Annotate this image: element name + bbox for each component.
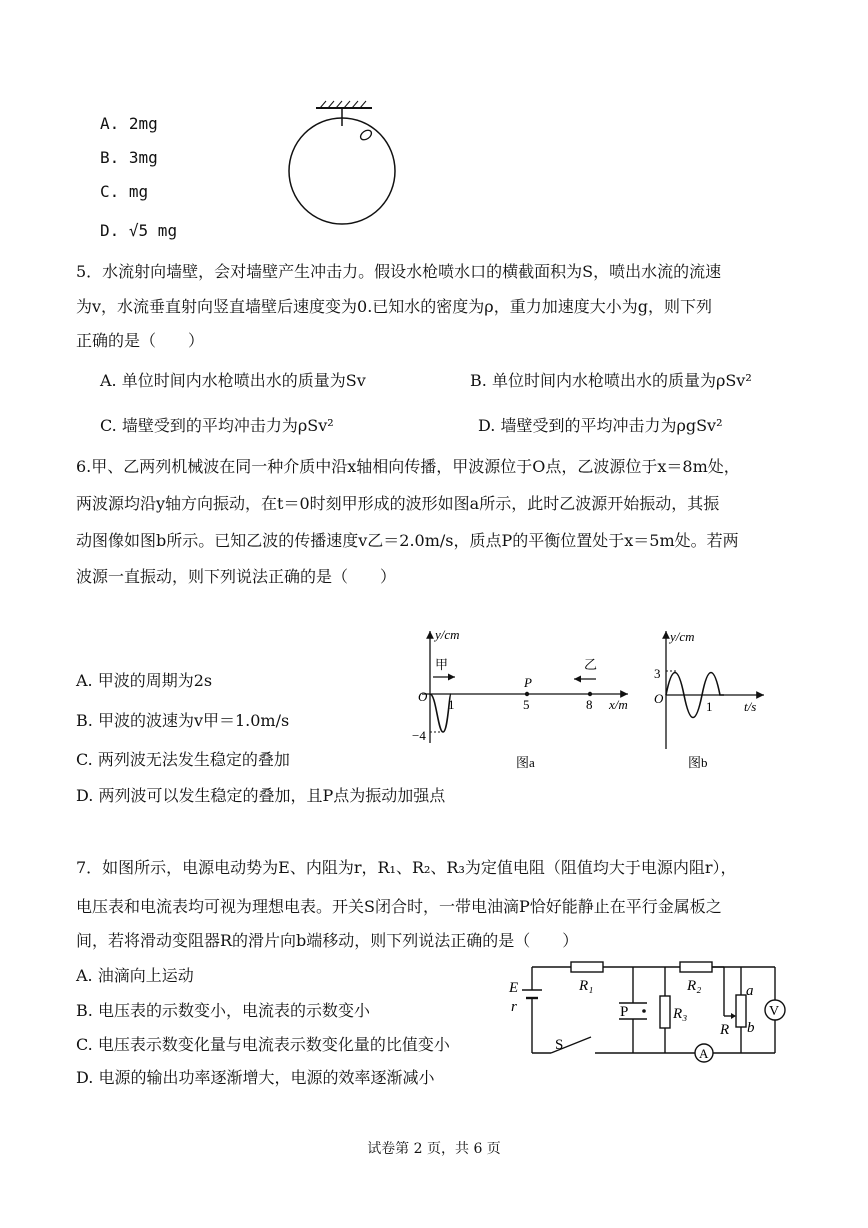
circuit-label-a: a bbox=[746, 983, 754, 999]
circuit-label-r3: R₃ bbox=[673, 1006, 688, 1022]
circuit-label-p: P bbox=[620, 1004, 629, 1020]
fig-b-caption: 图b bbox=[688, 755, 708, 770]
fig-a-tick-8: 8 bbox=[586, 697, 593, 712]
q4-option-a: A. 2mg bbox=[100, 114, 158, 133]
fig-a-point-p: P bbox=[524, 675, 532, 690]
q7-stem-line-1: 7．如图所示，电源电动势为E、内阻为r，R₁、R₂、R₃为定值电阻（阻值均大于电源内阻r）， bbox=[76, 858, 737, 877]
q5-stem-line-3: 正确的是（ ） bbox=[76, 331, 205, 350]
fig-a-wave-jia: 甲 bbox=[435, 657, 449, 672]
q4-option-d: D. √5 mg bbox=[100, 221, 178, 240]
q4-option-b: B. 3mg bbox=[100, 148, 158, 167]
fig-a-tick-5: 5 bbox=[523, 697, 530, 712]
circuit-label-s: S bbox=[555, 1037, 564, 1053]
fig-b-tick-y: 3 bbox=[654, 666, 661, 681]
circuit-label-b: b bbox=[747, 1020, 755, 1036]
q7-stem-line-2: 电压表和电流表均可视为理想电表。开关S闭合时，一带电油滴P恰好能静止在平行金属板之 bbox=[76, 897, 722, 916]
fig-b-origin: O bbox=[654, 691, 664, 706]
q6-option-c: C. 两列波无法发生稳定的叠加 bbox=[76, 750, 290, 769]
q6-stem-line-4: 波源一直振动，则下列说法正确的是（ ） bbox=[76, 567, 397, 586]
q6-figure-a bbox=[400, 625, 640, 775]
circuit-label-e: E bbox=[509, 980, 519, 996]
q7-option-d: D. 电源的输出功率逐渐增大，电源的效率逐渐减小 bbox=[76, 1068, 435, 1087]
q5-option-b: B. 单位时间内水枪喷出水的质量为ρSv² bbox=[470, 371, 752, 390]
q4-option-c: C. mg bbox=[100, 182, 149, 201]
q7-option-c: C. 电压表示数变化量与电流表示数变化量的比值变小 bbox=[76, 1035, 450, 1054]
q5-option-a: A. 单位时间内水枪喷出水的质量为Sv bbox=[100, 371, 366, 390]
fig-b-xlabel: t/s bbox=[744, 699, 757, 714]
circuit-label-r: R bbox=[720, 1022, 730, 1038]
q6-option-d: D. 两列波可以发生稳定的叠加，且P点为振动加强点 bbox=[76, 786, 446, 805]
q7-stem-line-3: 间，若将滑动变阻器R的滑片向b端移动，则下列说法正确的是（ ） bbox=[76, 931, 579, 950]
q6-option-b: B. 甲波的波速为v甲＝1.0m/s bbox=[76, 711, 290, 730]
circuit-label-r: r bbox=[511, 999, 517, 1015]
fig-a-xlabel: x/m bbox=[609, 697, 628, 712]
circuit-label-r2: R₂ bbox=[687, 978, 702, 994]
q7-option-b: B. 电压表的示数变小，电流表的示数变小 bbox=[76, 1001, 370, 1020]
fig-b-tick-1: 1 bbox=[706, 699, 713, 714]
q6-figure-b bbox=[648, 625, 768, 775]
q5-option-d: D. 墙壁受到的平均冲击力为ρgSv² bbox=[478, 416, 723, 435]
fig-b-ylabel: y/cm bbox=[670, 629, 695, 644]
q7-option-a: A. 油滴向上运动 bbox=[76, 966, 194, 985]
q6-stem-line-2: 两波源均沿y轴方向振动，在t＝0时刻甲形成的波形如图a所示，此时乙波源开始振动，其振 bbox=[76, 494, 720, 513]
q6-option-a: A. 甲波的周期为2s bbox=[76, 671, 213, 690]
q4-ring-figure bbox=[280, 98, 410, 233]
fig-a-origin: O bbox=[418, 689, 428, 704]
q5-stem-line-2: 为v，水流垂直射向竖直墙壁后速度变为0.已知水的密度为ρ，重力加速度大小为g，则下列 bbox=[76, 297, 712, 316]
fig-a-wave-yi: 乙 bbox=[584, 657, 598, 672]
fig-a-caption: 图a bbox=[516, 755, 535, 770]
page-footer: 试卷第 2 页，共 6 页 bbox=[367, 1141, 501, 1157]
fig-a-ylabel: y/cm bbox=[435, 627, 460, 642]
q7-circuit-diagram bbox=[505, 950, 800, 1070]
fig-a-tick-1: 1 bbox=[448, 697, 455, 712]
q6-stem-line-3: 动图像如图b所示。已知乙波的传播速度v乙＝2.0m/s，质点P的平衡位置处于x＝5m处。若两 bbox=[76, 531, 739, 550]
voltmeter-label: V bbox=[769, 1004, 780, 1019]
ammeter-label: A bbox=[699, 1046, 709, 1061]
circuit-label-r1: R₁ bbox=[579, 978, 594, 994]
q6-stem-line-1: 6.甲、乙两列机械波在同一种介质中沿x轴相向传播，甲波源位于O点，乙波源位于x＝8m处， bbox=[76, 457, 740, 476]
fig-a-tick-y: −4 bbox=[412, 728, 426, 743]
q5-stem-line-1: 5．水流射向墙壁，会对墙壁产生冲击力。假设水枪喷水口的横截面积为S，喷出水流的流速 bbox=[76, 262, 722, 281]
q5-option-c: C. 墙壁受到的平均冲击力为ρSv² bbox=[100, 416, 334, 435]
